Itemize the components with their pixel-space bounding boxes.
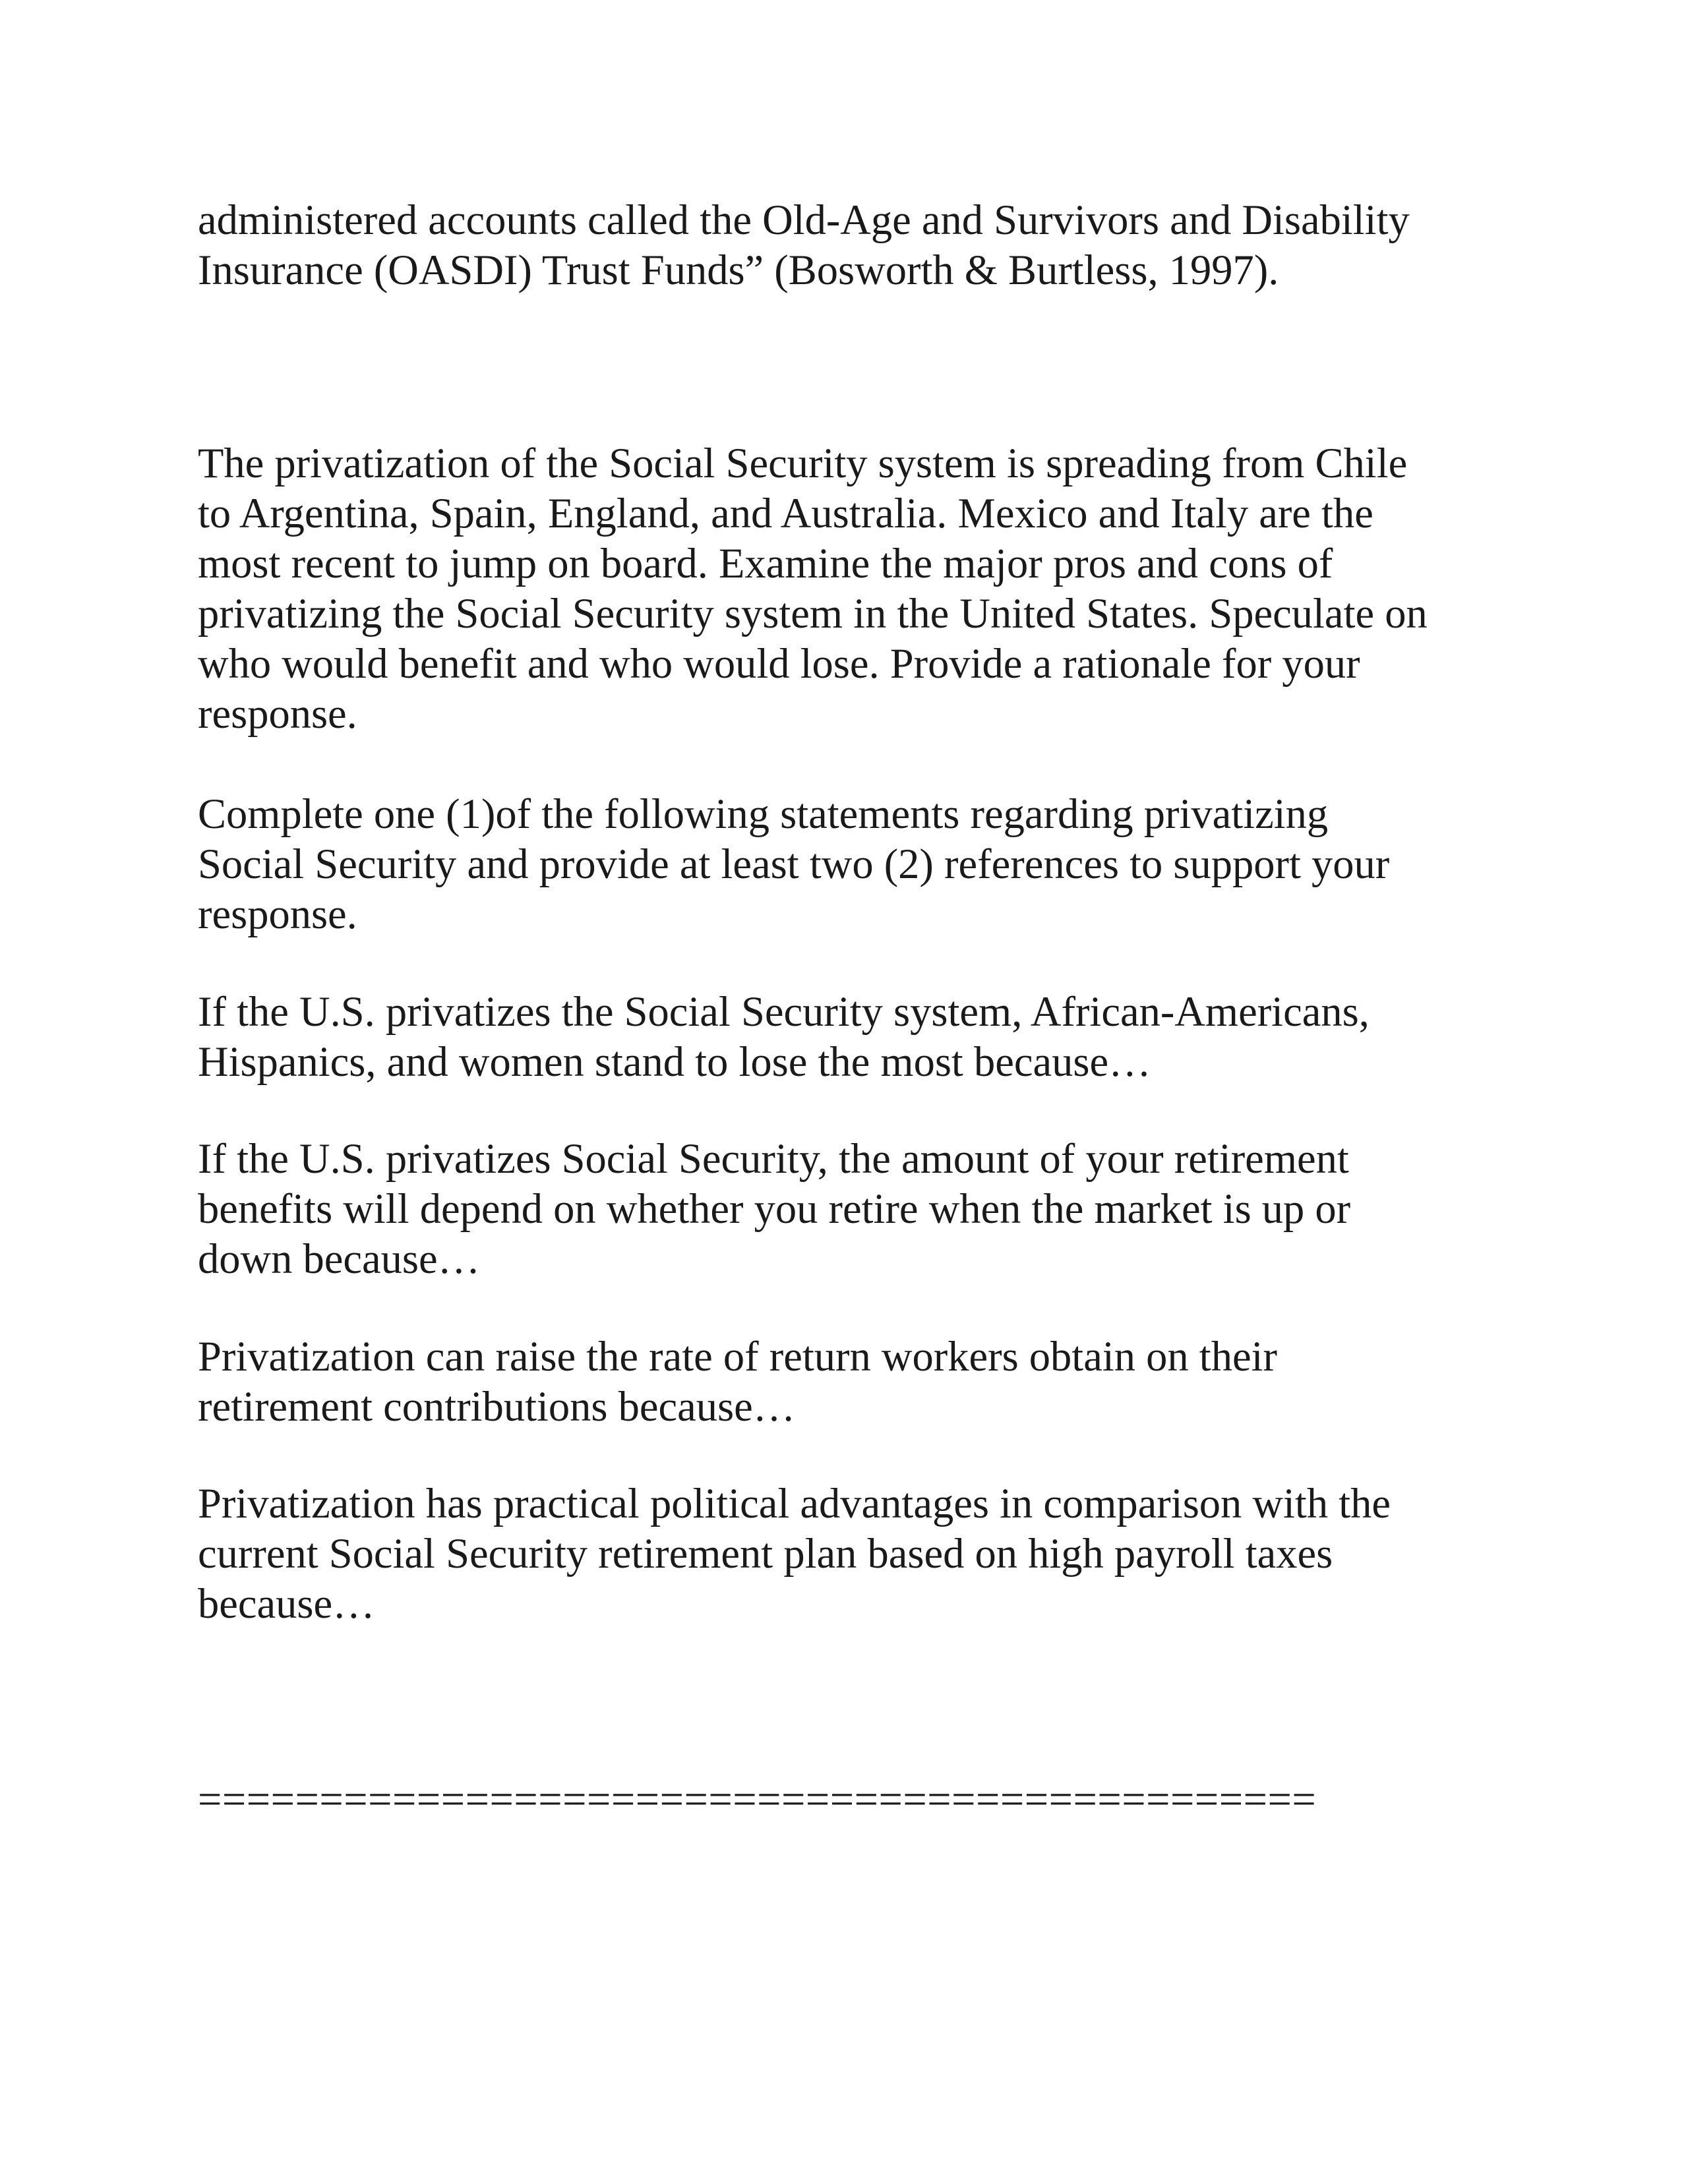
statement-option-2 xyxy=(198,1134,1350,1284)
text-line: Hispanics, and women stand to lose the most because… xyxy=(198,1038,1151,1085)
text-line: response. xyxy=(198,891,357,937)
text-line: to Argentina, Spain, England, and Australia. Mexico and Italy are the xyxy=(198,490,1373,537)
text-line: administered accounts called the Old-Age and Survivors and Disability xyxy=(198,196,1410,243)
statement-option-1 xyxy=(198,987,1370,1087)
text-line: privatizing the Social Security system in the United States. Speculate on xyxy=(198,590,1428,637)
text-line: because… xyxy=(198,1580,375,1627)
text-line: Social Security and provide at least two (2) references to support your xyxy=(198,841,1390,887)
text-line: Complete one (1)of the following statements regarding privatizing xyxy=(198,790,1329,837)
text-line: Insurance (OASDI) Trust Funds” (Bosworth & Burtless, 1997). xyxy=(198,247,1279,293)
text-line: response. xyxy=(198,690,357,737)
paragraph-privatization-prompt xyxy=(198,438,1428,739)
paragraph-instructions xyxy=(198,789,1389,939)
text-line: Privatization has practical political advantages in comparison with the xyxy=(198,1480,1391,1527)
text-line: Privatization can raise the rate of return workers obtain on their xyxy=(198,1333,1277,1380)
text-line: If the U.S. privatizes the Social Security system, African-Americans, xyxy=(198,988,1370,1035)
text-line: If the U.S. privatizes Social Security, the amount of your retirement xyxy=(198,1135,1349,1182)
text-line: The privatization of the Social Security system is spreading from Chile xyxy=(198,440,1408,487)
paragraph-oasdi-citation xyxy=(198,195,1410,295)
text-line: most recent to jump on board. Examine the major pros and cons of xyxy=(198,540,1333,587)
separator-line: ============================================== xyxy=(198,1776,1317,1823)
statement-option-3 xyxy=(198,1332,1277,1432)
text-line: current Social Security retirement plan based on high payroll taxes xyxy=(198,1530,1333,1577)
text-line: retirement contributions because… xyxy=(198,1383,796,1430)
text-line: who would benefit and who would lose. Provide a rationale for your xyxy=(198,640,1360,687)
text-line: down because… xyxy=(198,1235,481,1282)
text-line: benefits will depend on whether you retire when the market is up or xyxy=(198,1185,1351,1232)
statement-option-4 xyxy=(198,1479,1391,1629)
